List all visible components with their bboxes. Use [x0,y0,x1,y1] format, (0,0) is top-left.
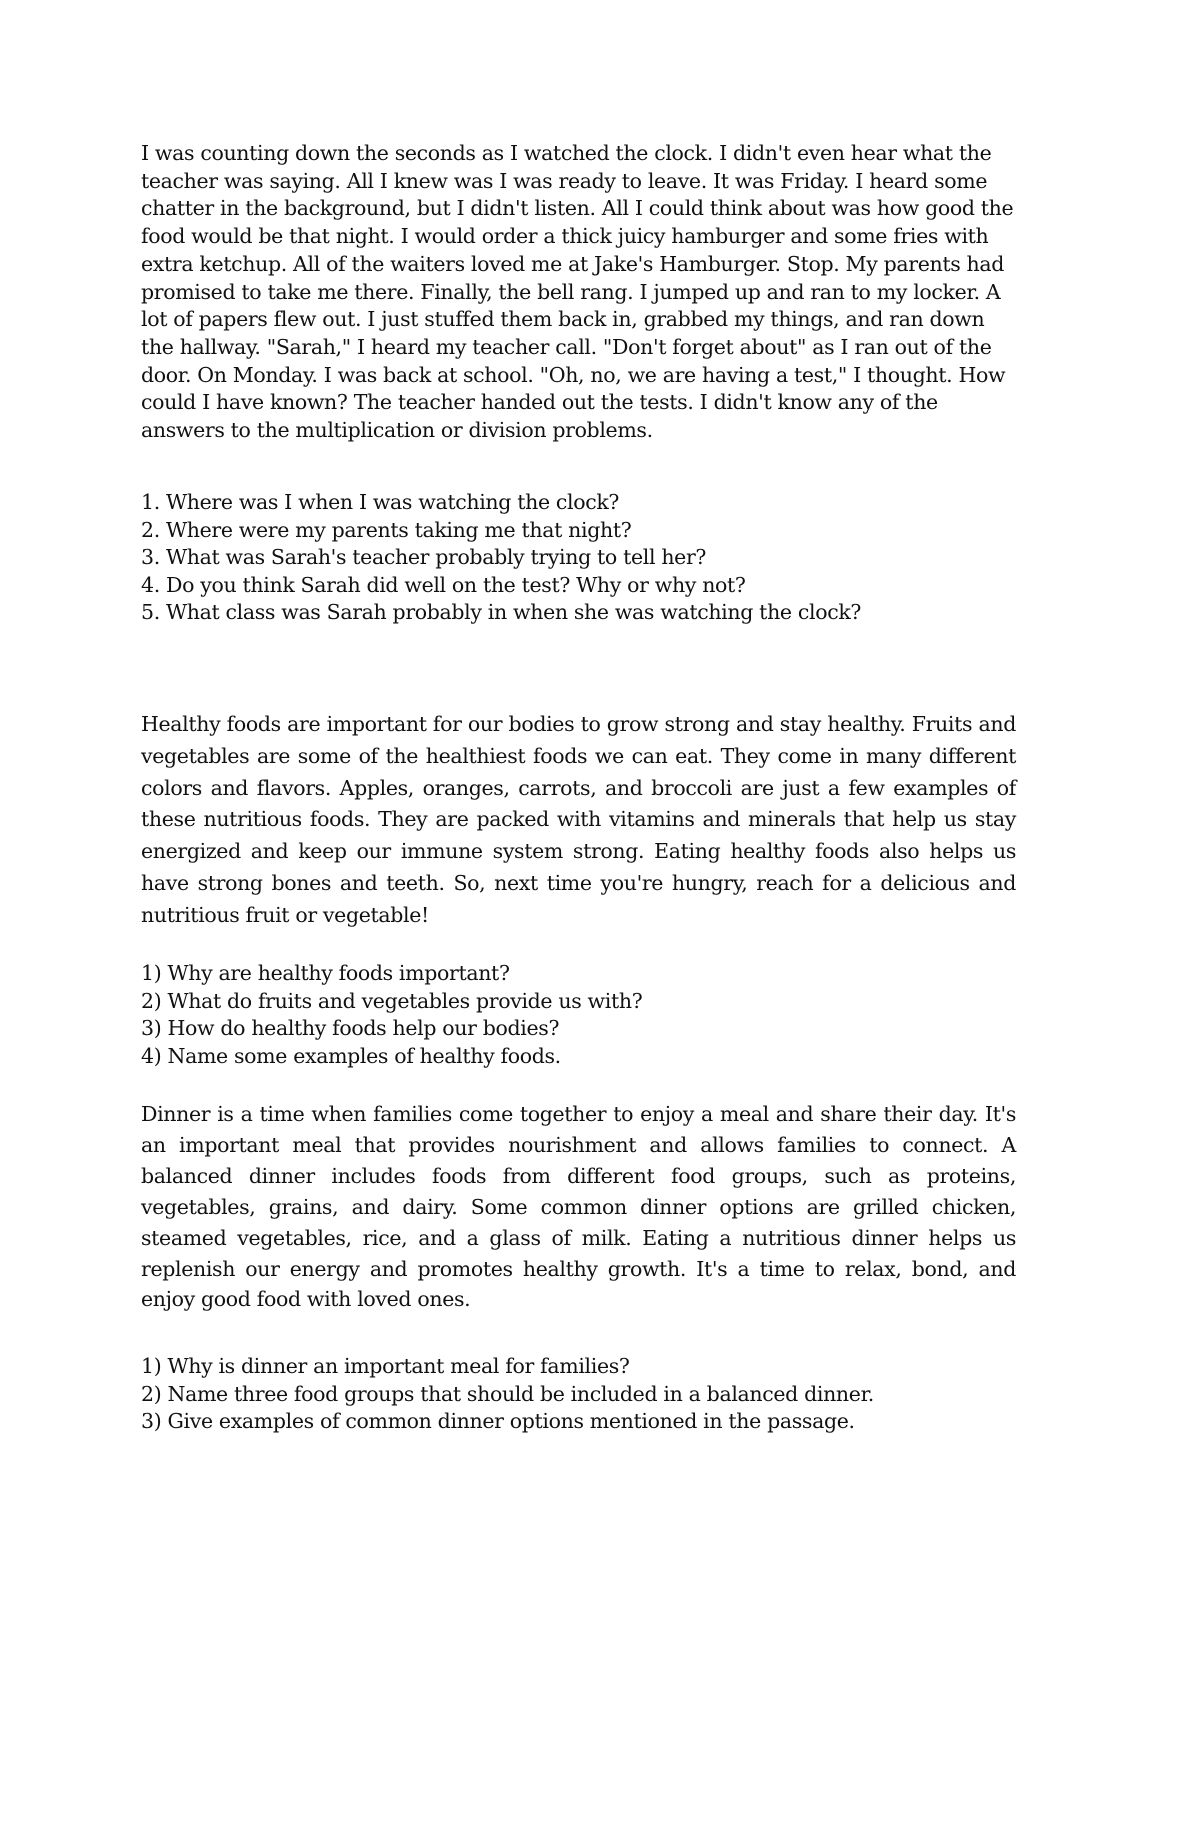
dinner-passage: Dinner is a time when families come together to enjoy a meal and share their day. It's an important meal that provides nourishment and allows families to connect. A balanced dinner includes foods from different food groups, such as proteins, vegetables, grains, and dairy. Some common dinner options are grilled chicken, steamed vegetables, rice, and a glass of milk. Eating a nutritious dinner helps us replenish our energy and promotes healthy growth. It's a time to relax, bond, and enjoy good food with loved ones. [141,1102,1016,1312]
dinner-question: 3) Give examples of common dinner options mentioned in the passage. [141,1409,855,1433]
story-question: 1. Where was I when I was watching the clock? [141,490,620,514]
story-question: 5. What class was Sarah probably in when she was watching the clock? [141,600,862,624]
healthy-foods-question: 1) Why are healthy foods important? [141,961,510,985]
story-question: 3. What was Sarah's teacher probably trying to tell her? [141,545,707,569]
story-passage: I was counting down the seconds as I watched the clock. I didn't even hear what the teacher was saying. All I knew was I was ready to leave. It was Friday. I heard some chatter in the background, but I didn't listen. All I could think about was how good the food would be that night. I would order a thick juicy hamburger and some fries with extra ketchup. All of the waiters loved me at Jake's Hamburger. Stop. My parents had promised to take me there. Finally, the bell rang. I jumped up and ran to my locker. A lot of papers flew out. I just stuffed them back in, grabbed my things, and ran down the hallway. "Sarah," I heard my teacher call. "Don't forget about" as I ran out of the door. On Monday. I was back at school. "Oh, no, we are having a test," I thought. How could I have known? The teacher handed out the tests. I didn't know any of the answers to the multiplication or division problems. [141,141,1014,443]
story-question: 2. Where were my parents taking me that night? [141,517,632,542]
healthy-foods-question: 2) What do fruits and vegetables provide us with? [141,988,643,1013]
healthy-foods-question: 4) Name some examples of healthy foods. [141,1043,561,1068]
story-question: 4. Do you think Sarah did well on the test? Why or why not? [141,572,746,597]
dinner-question: 1) Why is dinner an important meal for families? [141,1354,630,1378]
dinner-question-list [141,1353,1016,1436]
story-question-list [141,489,1016,627]
healthy-foods-question: 3) How do healthy foods help our bodies? [141,1016,560,1040]
healthy-foods-question-list [141,960,1016,1070]
healthy-foods-passage: Healthy foods are important for our bodies to grow strong and stay healthy. Fruits and vegetables are some of the healthiest foods we can eat. They come in many different colors and flavors. Apples, oranges, carrots, and broccoli are just a few examples of these nutritious foods. They are packed with vitamins and minerals that help us stay energized and keep our immune system strong. Eating healthy foods also helps us have strong bones and teeth. So, next time you're hungry, reach for a delicious and nutritious fruit or vegetable! [141,712,1016,927]
dinner-question: 2) Name three food groups that should be included in a balanced dinner. [141,1381,874,1406]
